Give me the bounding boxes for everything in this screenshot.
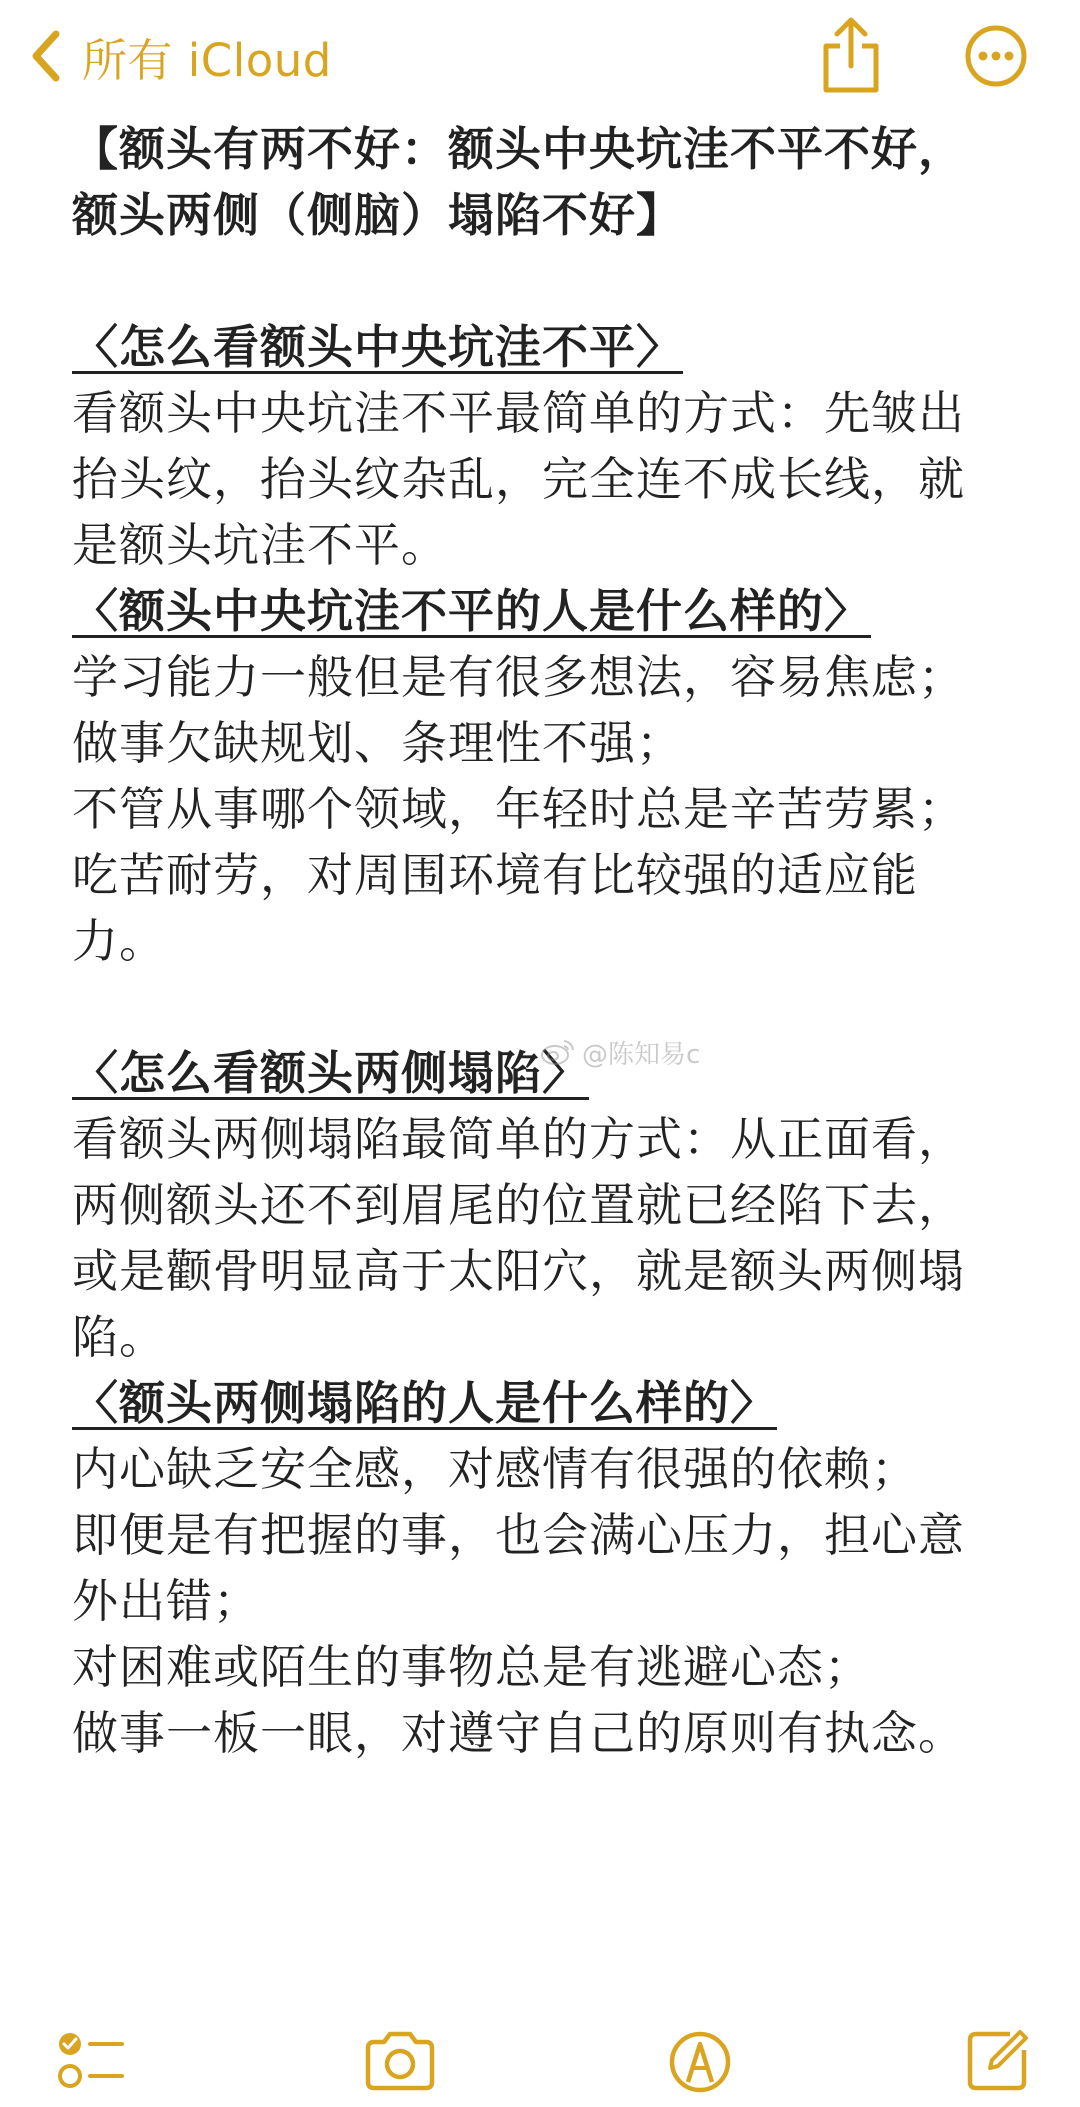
markup-icon[interactable]	[668, 2030, 732, 2094]
note-text-line: 学习能力一般但是有很多想法，容易焦虑；	[72, 650, 965, 704]
note-text-line: 陷。	[72, 1310, 166, 1364]
weibo-icon	[540, 1037, 576, 1067]
note-text-line: 抬头纹，抬头纹杂乱，完全连不成长线，就	[72, 452, 965, 506]
note-heading-line	[72, 578, 1022, 644]
section-heading: 〈怎么看额头两侧塌陷〉	[72, 1046, 589, 1100]
note-text-line: 做事一板一眼，对遵守自己的原则有执念。	[72, 1706, 965, 1760]
note-body[interactable]	[72, 116, 1022, 1766]
note-text-line: 内心缺乏安全感，对感情有很强的依赖；	[72, 1442, 918, 1496]
note-text-line: 吃苦耐劳，对周围环境有比较强的适应能	[72, 848, 918, 902]
back-button[interactable]	[28, 24, 332, 88]
watermark-text: @陈知易c	[582, 1039, 701, 1070]
note-text-line: 即便是有把握的事，也会满心压力，担心意	[72, 1508, 965, 1562]
note-text-line: 做事欠缺规划、条理性不强；	[72, 716, 683, 770]
watermark	[540, 1034, 700, 1070]
note-text-line: 外出错；	[72, 1574, 260, 1628]
section-heading: 〈额头两侧塌陷的人是什么样的〉	[72, 1376, 777, 1430]
more-icon[interactable]	[964, 24, 1028, 88]
note-text-line: 不管从事哪个领域，年轻时总是辛苦劳累；	[72, 782, 965, 836]
back-button-label: 所有 iCloud	[82, 33, 332, 87]
note-text-line: 对困难或陌生的事物总是有逃避心态；	[72, 1640, 871, 1694]
compose-icon[interactable]	[966, 2028, 1030, 2092]
note-text-line: 是额头坑洼不平。	[72, 518, 448, 572]
section-heading: 〈怎么看额头中央坑洼不平〉	[72, 320, 683, 374]
note-text-line: 看额头两侧塌陷最简单的方式：从正面看，	[72, 1112, 965, 1166]
note-text-line: 或是颧骨明显高于太阳穴，就是额头两侧塌	[72, 1244, 965, 1298]
note-heading-line	[72, 1370, 1022, 1436]
note-text-line: 两侧额头还不到眉尾的位置就已经陷下去，	[72, 1178, 965, 1232]
note-text-line: 【额头有两不好：额头中央坑洼不平不好，	[72, 122, 965, 176]
note-text-line: 额头两侧（侧脑）塌陷不好】	[72, 188, 683, 242]
checklist-icon[interactable]	[56, 2030, 126, 2092]
chevron-left-icon	[28, 28, 64, 84]
note-text-line: 力。	[72, 914, 166, 968]
bottom-toolbar	[0, 2030, 1080, 2107]
note-heading-line	[72, 314, 1022, 380]
blank-line	[72, 248, 1022, 314]
note-text-line: 看额头中央坑洼不平最简单的方式：先皱出	[72, 386, 965, 440]
share-icon[interactable]	[818, 16, 884, 94]
blank-line	[72, 974, 1022, 1040]
camera-icon[interactable]	[362, 2030, 438, 2092]
section-heading: 〈额头中央坑洼不平的人是什么样的〉	[72, 584, 871, 638]
navigation-bar	[0, 0, 1080, 110]
